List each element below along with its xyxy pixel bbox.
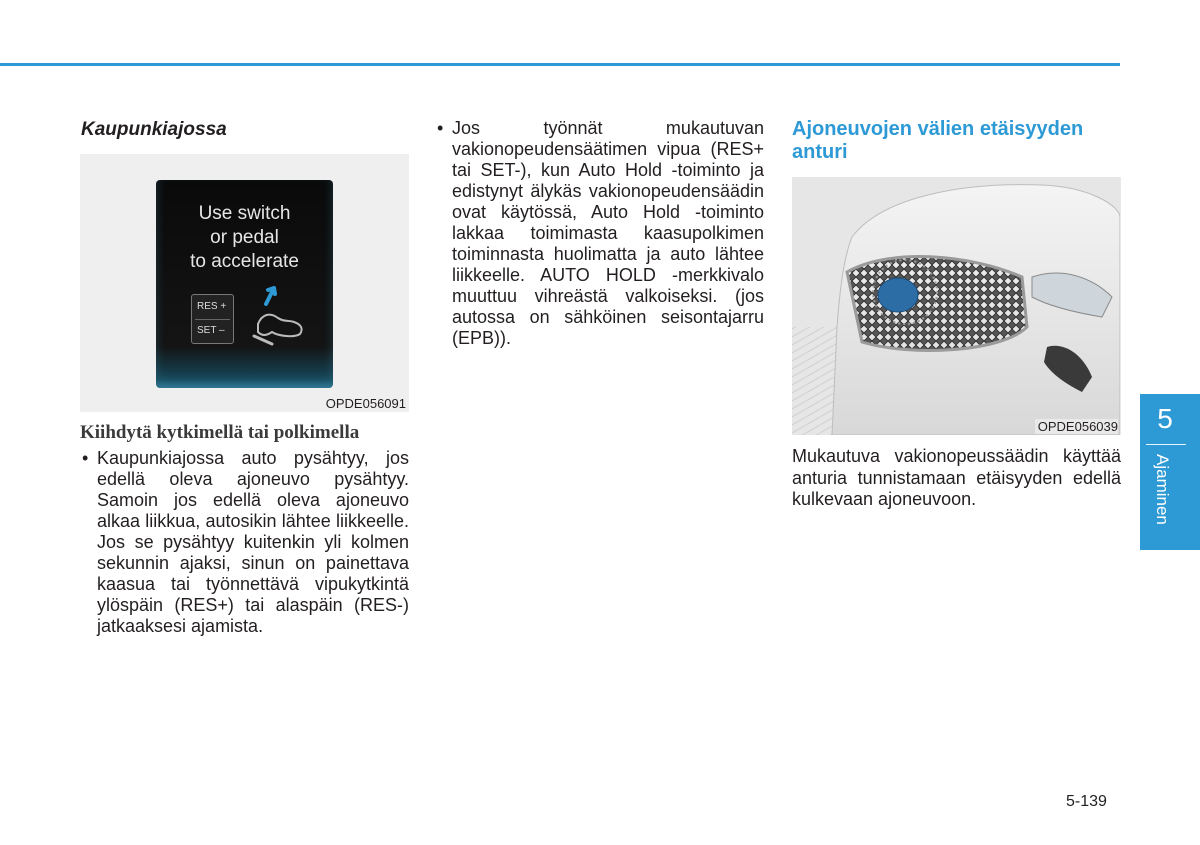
figure-caption: Kiihdytä kytkimellä tai polkimella: [80, 422, 360, 443]
car-front-illustration: [792, 177, 1120, 435]
chapter-title: Ajaminen: [1153, 454, 1172, 525]
switch-set-label: SET: [197, 325, 217, 336]
section-subheading: Kaupunkiajossa: [81, 119, 227, 140]
accelerator-pedal-icon: [248, 284, 310, 354]
switch-res-label: RES: [197, 301, 218, 312]
res-set-switch-icon: RES + SET –: [191, 294, 234, 344]
header-rule: [0, 63, 1120, 66]
car-sensor-figure: [792, 177, 1121, 435]
bullet-text: Jos työnnät mukautuvan vakionopeudensäätimen vipua (RES+ tai SET-), kun Auto Hold -toiminto ja edistynyt älykäs vakionopeudensäädin ovat käytössä, Auto Hold -toiminto lakkaa toimimasta kaasupolkimen toiminnasta huolimatta ja auto lähtee liikkeelle. AUTO HOLD -merkkivalo muuttuu vihreästä valkoiseksi. (jos autossa on sähköinen seisontajarru (EPB)).: [452, 118, 764, 348]
bullet-dot: •: [82, 448, 89, 468]
bullet-item: [80, 448, 409, 637]
figure-code: OPDE056039: [1035, 419, 1118, 434]
chapter-number: 5: [1157, 403, 1173, 434]
cluster-message: Use switch or pedal to accelerate: [190, 203, 299, 272]
body-paragraph: Mukautuva vakionopeussäädin käyttää anturia tunnistamaan etäisyyden edellä kulkevaan ajoneuvoon.: [792, 446, 1121, 509]
section-heading: Ajoneuvojen välien etäisyyden anturi: [792, 118, 1084, 163]
bullet-text: Kaupunkiajossa auto pysähtyy, jos edellä oleva ajoneuvo pysähtyy. Samoin jos edellä oleva ajoneuvo alkaa liikkua, autosikin lähtee liikkeelle. Jos se pysähtyy kuitenkin yli kolmen sekunnin ajaksi, sinun on painettava kaasua tai työnnettävä vipukytkintä ylöspäin (RES+) tai alaspäin (RES-) jatkaaksesi ajamista.: [97, 448, 409, 636]
page-number: 5-139: [1066, 793, 1107, 810]
left-column: [80, 118, 409, 637]
chapter-divider: [1146, 444, 1186, 445]
instrument-cluster-display: [156, 180, 333, 388]
chapter-tab: [1140, 394, 1200, 550]
figure-code: OPDE056091: [325, 396, 406, 411]
bullet-item: [435, 118, 764, 349]
cluster-figure: [80, 154, 409, 412]
right-column: [792, 118, 1121, 511]
bullet-dot: •: [437, 118, 444, 138]
middle-column: [435, 118, 764, 349]
